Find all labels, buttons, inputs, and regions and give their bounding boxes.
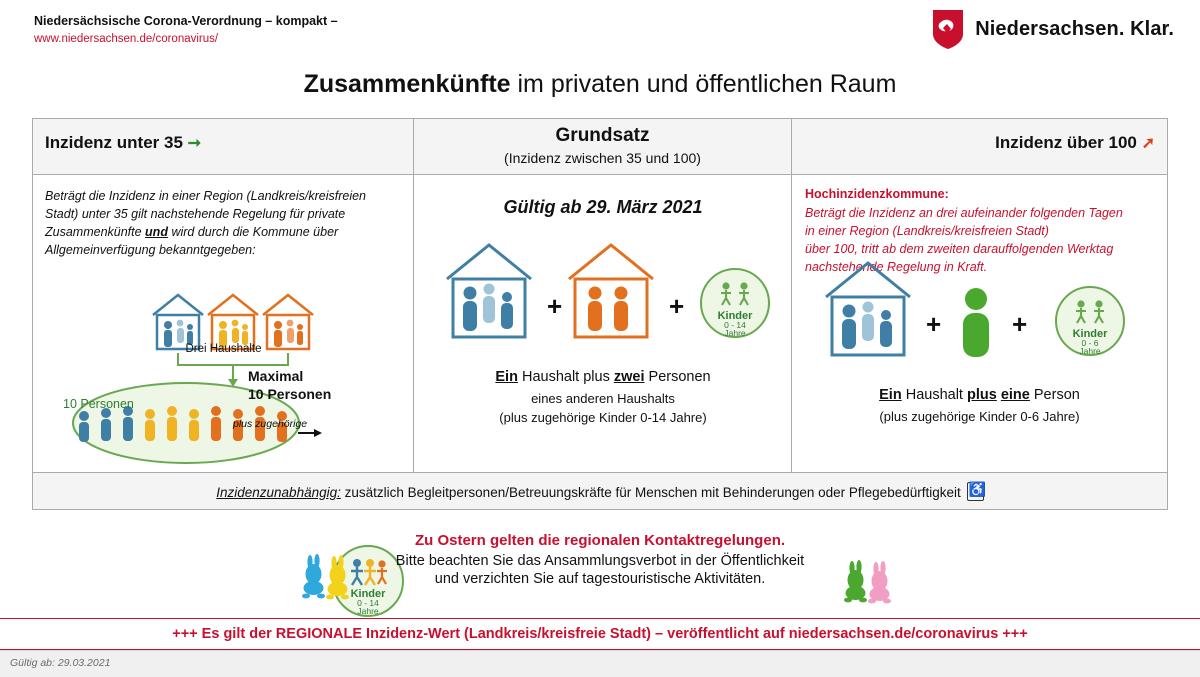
right-rule-bold2: plus <box>967 387 997 403</box>
middle-rule-line3: (plus zugehörige Kinder 0-14 Jahre) <box>499 410 707 425</box>
svg-text:Jahre: Jahre <box>724 328 746 338</box>
easter-bunny-pair-left-icon <box>298 552 356 600</box>
page-title <box>0 70 1200 99</box>
right-rule-line1 <box>792 387 1167 403</box>
header-cell-left <box>33 119 414 174</box>
table-footer-underlined: Inzidenzunabhängig: <box>216 484 341 500</box>
svg-text:Jahre: Jahre <box>357 606 379 616</box>
header-title: Niedersächsische Corona-Verordnung – kompakt – <box>34 14 338 28</box>
left-plus-note: plus zugehörige <box>233 418 308 430</box>
header-left-label: Inzidenz unter 35 <box>45 133 183 152</box>
right-plus-1: + <box>926 309 942 339</box>
page-footer <box>0 650 1200 677</box>
left-max-line2: 10 Personen <box>248 386 332 403</box>
svg-text:Kinder: Kinder <box>717 310 753 322</box>
right-intro-l1: Beträgt die Inzidenz an drei aufeinander folgenden Tagen <box>805 206 1123 220</box>
middle-rule-bold1: Ein <box>495 369 518 385</box>
right-rule-bold3: eine <box>1000 387 1030 403</box>
left-intro-text: Beträgt die Inzidenz in einer Region (Landkreis/kreisfreien Stadt) unter 35 gilt nachstehende Regelung für private Zusammenkünfte und wird durch die Kommune über Allgemeinverfügung bekanntgegeben: <box>45 189 367 258</box>
header-url-link[interactable]: www.niedersachsen.de/coronavirus/ <box>34 33 219 45</box>
right-rule-bold1: Ein <box>879 387 902 403</box>
header-cell-middle <box>414 119 792 174</box>
red-notice-text: +++ Es gilt der REGIONALE Inzidenz-Wert (Landkreis/kreisfreie Stadt) – veröffentlicht auf niedersachsen.de/coronavirus +++ <box>172 626 1028 642</box>
lower-saxony-coat-of-arms-icon <box>931 8 965 50</box>
header-middle-sublabel: (Inzidenz zwischen 35 und 100) <box>504 150 701 166</box>
right-intro-l2: in einer Region (Landkreis/kreisfreien Stadt) <box>805 224 1049 239</box>
header-right-wrap <box>995 133 1155 153</box>
easter-bunny-pair-right-icon <box>840 556 898 604</box>
right-rule-post: Person <box>1029 387 1080 403</box>
header-right-label: Inzidenz über 100 <box>995 133 1137 152</box>
table-header-row <box>33 119 1167 175</box>
right-intro-l4: nachstehende Regelung in Kraft. <box>805 260 988 275</box>
header-left-wrap <box>45 133 201 153</box>
page-title-bold: Zusammenkünfte <box>303 70 511 98</box>
svg-text:Kinder: Kinder <box>350 588 386 600</box>
footer-validity-text: Gültig ab: 29.03.2021 <box>10 657 111 669</box>
right-rule-line2: (plus zugehörige Kinder 0-6 Jahre) <box>879 409 1080 424</box>
middle-plus-2: + <box>669 291 685 321</box>
easter-line-1: Zu Ostern gelten die regionalen Kontaktregelungen. <box>414 532 786 549</box>
middle-rule-mid: Haushalt plus <box>517 369 614 385</box>
left-max-label <box>248 367 331 403</box>
svg-text:0 - 14: 0 - 14 <box>724 320 746 330</box>
easter-line-3: und verzichten Sie auf tagestouristische Aktivitäten. <box>434 571 766 587</box>
arrow-down-green-icon: ➞ <box>187 135 202 152</box>
body-cell-right <box>792 175 1167 472</box>
left-max-line1: Maximal <box>248 368 304 384</box>
easter-note <box>0 532 1200 587</box>
page-title-rest: im privaten und öffentlichen Raum <box>510 70 897 98</box>
header-middle-label: Grundsatz <box>555 125 650 146</box>
middle-rule-line1 <box>414 369 792 385</box>
wheelchair-accessibility-icon <box>967 482 984 501</box>
right-subtitle: Hochinzidenzkommune: <box>805 187 949 201</box>
brand-logo-text: Niedersachsen. Klar. <box>975 17 1174 40</box>
right-rule-mid: Haushalt <box>901 387 967 403</box>
arrow-up-red-icon: ➚ <box>1141 135 1155 152</box>
brand-logo <box>931 8 1174 50</box>
page-header <box>0 0 1200 62</box>
middle-rule-bold2: zwei <box>613 369 645 385</box>
right-plus-2: + <box>1012 309 1028 339</box>
middle-rule-post: Personen <box>644 369 711 385</box>
left-households-label: Drei Haushalte <box>185 343 262 355</box>
middle-valid-from: Gültig ab 29. März 2021 <box>503 197 703 217</box>
svg-text:Jahre: Jahre <box>1079 346 1101 356</box>
red-notice-bar <box>0 618 1200 650</box>
svg-text:0 - 6: 0 - 6 <box>1081 338 1099 348</box>
table-footer-rest: zusätzlich Begleitpersonen/Betreuungskräfte für Menschen mit Behinderungen oder Pflegebedürftigkeit <box>340 484 961 500</box>
left-persons-label: 10 Personen <box>63 397 134 411</box>
svg-text:Kinder: Kinder <box>1072 328 1108 340</box>
easter-line-2: Bitte beachten Sie das Ansammlungsverbot in der Öffentlichkeit <box>395 553 805 569</box>
right-intro-l3: über 100, tritt ab dem zweiten darauffolgenden Werktag <box>805 242 1114 257</box>
middle-plus-1: + <box>547 291 563 321</box>
middle-rule-line2: eines anderen Haushalts <box>531 391 675 406</box>
header-cell-right <box>792 119 1167 174</box>
table-footer-text <box>216 482 983 501</box>
svg-text:0 - 14: 0 - 14 <box>357 598 379 608</box>
body-cell-middle <box>414 175 792 472</box>
